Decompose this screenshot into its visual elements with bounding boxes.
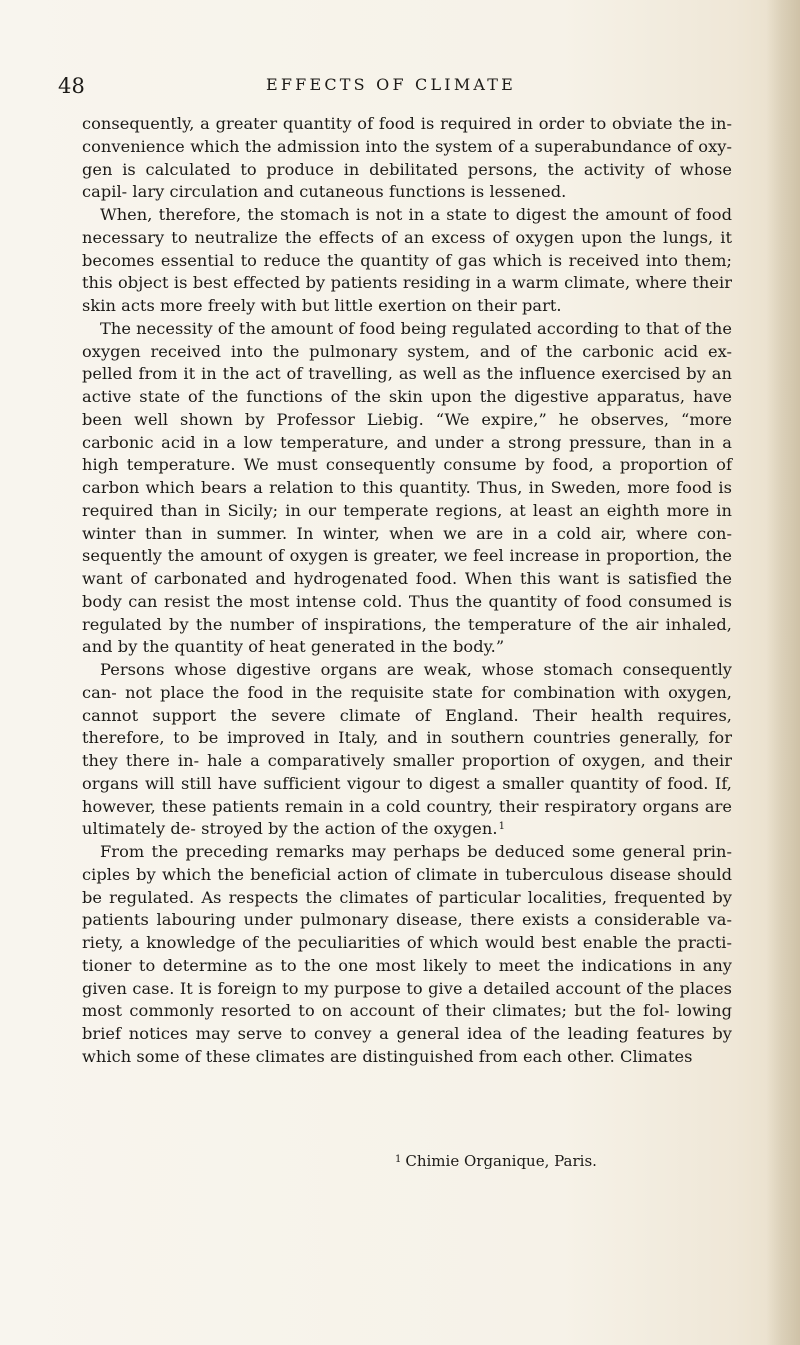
paragraph-4 [82,659,732,841]
paragraph-3: The necessity of the amount of food being regulated according to that of the oxygen received into the pulmonary system, and of the carbonic acid ex- pelled from it in the act of travelling, as well as the influence exercised by an active state of the functions of the skin upon the digestive apparatus, have been well shown by Professor Liebig. “We expire,” he observes, “more carbonic acid in a low temperature, and under a strong pressure, than in a high temperature. We must consequently consume by food, a proportion of carbon which bears a relation to this quantity. Thus, in Sweden, more food is required than in Sicily; in our temperate regions, at least an eighth more in winter than in summer. In winter, when we are in a cold air, where con- sequently the amount of oxygen is greater, we feel increase in proportion, the want of carbonated and hydrogenated food. When this want is satisfied the body can resist the most intense cold. Thus the quantity of food consumed is regulated by the number of inspirations, the temperature of the air inhaled, and by the quantity of heat generated in the body.” [82,318,732,657]
footnote-mark: 1 [395,1154,402,1165]
page-number: 48 [58,74,86,98]
paragraph-1: consequently, a greater quantity of food is required in order to obviate the in- convenience which the admission into the system of a superabundance of oxy- gen is calculated to produce in debilitated persons, the activity of whose capil- lary circulation and cutaneous functions is lessened. [82,114,732,202]
page-edge-shadow [766,0,800,1345]
footnote-text: Chimie Organique, Paris. [405,1152,597,1170]
paragraph-4-text: Persons whose digestive organs are weak, whose stomach consequently can- not place the food in the requisite state for combination with oxygen, cannot support the severe climate of England. Their health requires, therefore, to be improved in Italy, and in southern countries generally, for they there in- hale a comparatively smaller proportion of oxygen, and their organs will still have sufficient vigour to digest a smaller quantity of food. If, however, these patients remain in a cold country, their respiratory organs are ultimately de- stroyed by the action of the oxygen. [82,660,732,839]
page-header [58,74,726,98]
paragraph-2: When, therefore, the stomach is not in a state to digest the amount of food necessary to neutralize the effects of an excess of oxygen upon the lungs, it becomes essential to reduce the quantity of gas which is received into them; this object is best effected by patients residing in a warm climate, where their skin acts more freely with but little exertion on their part. [82,205,732,315]
paragraph-5: From the preceding remarks may perhaps be deduced some general prin- ciples by which the beneficial action of climate in tuberculous disease should be regulated. As respects the climates of particular localities, frequented by patients labouring under pulmonary disease, there exists a considerable va- riety, a knowledge of the peculiarities of which would best enable the practi- tioner to determine as to the one most likely to meet the indications in any given case. It is foreign to my purpose to give a detailed account of the places most commonly resorted to on account of their climates; but the fol- lowing brief notices may serve to convey a general idea of the leading features by which some of these climates are distinguished from each other. Climates [82,842,732,1066]
running-title: EFFECTS OF CLIMATE [266,75,517,94]
footnote [395,1151,597,1171]
footnote-reference: 1 [498,821,505,833]
main-text [82,113,732,1069]
